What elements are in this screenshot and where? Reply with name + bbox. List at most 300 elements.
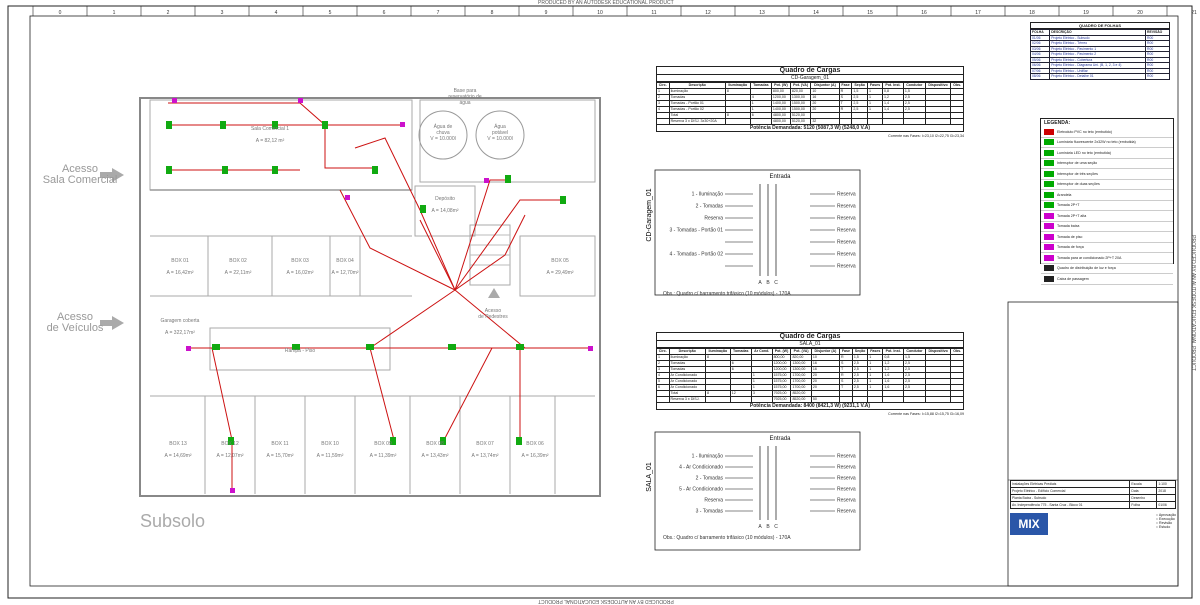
circuit-left-label: 1 - Iluminação <box>691 191 723 198</box>
table-cell: S <box>840 379 853 385</box>
table-cell: 5 <box>657 379 670 385</box>
room-label-8: BOX 13 <box>169 441 187 447</box>
table-cell: 3 <box>751 391 772 397</box>
load-table-2-subtitle: SALA_01 <box>656 341 964 348</box>
table-cell <box>750 119 771 125</box>
legend-item <box>1041 232 1173 243</box>
table-cell: 4800,00 <box>771 113 790 119</box>
room-area-14: A = 13,74m² <box>471 453 499 459</box>
table-row <box>657 119 964 125</box>
table-cell: 10 <box>811 355 839 361</box>
circuit-right-label: Reserva <box>837 239 856 246</box>
table-cell: 1575,00 <box>772 373 791 379</box>
table-cell: 2 <box>657 361 670 367</box>
header-cell: Pot. Inst. <box>883 83 904 89</box>
table-cell: 0,8 <box>883 89 904 95</box>
header-cell: Obs. <box>951 83 964 89</box>
room-label-12: BOX 09 <box>374 441 392 447</box>
table-cell: 05/06 <box>1031 57 1050 63</box>
room-label-13: BOX 08 <box>426 441 444 447</box>
title-block-option: ○ Estudo <box>1155 525 1171 529</box>
ruler-number-1: 1 <box>112 10 116 16</box>
table-cell <box>951 397 964 403</box>
legend-symbol-icon <box>1044 192 1054 198</box>
load-table-2-current: Corrente nas Fases: I=15,88 I2=15,75 I3=16,09 <box>888 412 964 416</box>
water-tank-base-label: Base para reservatório de água <box>448 88 482 106</box>
table-cell: 20 <box>811 101 839 107</box>
table-cell: 1 <box>867 107 882 113</box>
ruler-number-7: 7 <box>436 10 440 16</box>
table-cell: 20 <box>811 107 839 113</box>
table-cell: 1,6 <box>883 373 904 379</box>
level-title: Subsolo <box>140 511 206 531</box>
table-cell <box>725 119 750 125</box>
phase-label-A: A <box>758 524 762 530</box>
legend-item-label: Quadro de distribuição de luz e força <box>1057 266 1116 271</box>
table-cell: 1 <box>751 379 772 385</box>
header-cell: Pot. Inst. <box>883 349 904 355</box>
table-cell: 820,00 <box>790 89 810 95</box>
table-cell <box>868 397 883 403</box>
ruler-number-16: 16 <box>921 10 927 16</box>
ruler-number-20: 20 <box>1137 10 1143 16</box>
table-cell: 1,4 <box>883 101 904 107</box>
legend-item <box>1041 148 1173 159</box>
phase-label-C: C <box>774 524 778 530</box>
table-row <box>1031 74 1170 80</box>
table-cell: R00 <box>1146 46 1170 52</box>
phase-label-B: B <box>766 524 770 530</box>
table-cell: 1575,00 <box>772 379 791 385</box>
table-cell: 2,5 <box>852 385 867 391</box>
sheet-value: 01/06 <box>1157 502 1176 509</box>
watermark-top: PRODUCED BY AN AUTODESK EDUCATIONAL PRODUCT <box>538 0 674 6</box>
room-label-4: BOX 04 <box>336 258 354 264</box>
table-cell: Projeto Elétrico - Pavimento 1 <box>1050 46 1146 52</box>
circuit-left-label: Reserva <box>704 215 723 222</box>
ruler-number-9: 9 <box>544 10 548 16</box>
header-cell: Pot. (VA) <box>791 349 811 355</box>
table-cell: R00 <box>1146 35 1170 41</box>
table-cell: 20 <box>811 385 839 391</box>
table-cell: 0,8 <box>883 355 904 361</box>
table-cell: 1 <box>868 373 883 379</box>
circuit-right-label: Reserva <box>837 464 856 471</box>
table-cell: Iluminação <box>669 89 725 95</box>
room-area-5: A = 29,49m² <box>546 270 574 276</box>
table-cell: Projeto Elétrico - Cobertura <box>1050 57 1146 63</box>
ruler-number-15: 15 <box>867 10 873 16</box>
legend-symbol-icon <box>1044 234 1054 240</box>
table-cell: R <box>840 373 853 379</box>
legend-item <box>1041 211 1173 222</box>
legend-item-label: Tomada de força <box>1057 245 1084 250</box>
header-cell: Descrição <box>669 349 705 355</box>
circuit-right-label: Reserva <box>837 215 856 222</box>
load-table-1-title: Quadro de Cargas <box>656 66 964 75</box>
floor-plan <box>100 98 600 496</box>
project-name: Projeto Elétrico - Edifício Comercial <box>1011 488 1130 495</box>
legend-item-label: Luminária fluorescente 2x32W no teto (embutida) <box>1057 140 1136 145</box>
watermark-bottom: PRODUCED BY AN AUTODESK EDUCATIONAL PRODUCT <box>538 598 674 604</box>
table-cell: 1 <box>750 107 771 113</box>
table-cell: 04/06 <box>1031 52 1050 58</box>
diagram-side-label: CD-Garagem_01 <box>646 188 653 242</box>
load-table-1-subtitle: CD-Garagem_01 <box>656 75 964 82</box>
table-cell: T <box>839 101 852 107</box>
table-cell: 1300,00 <box>790 95 810 101</box>
table-cell <box>925 119 951 125</box>
table-cell: 06/06 <box>1031 63 1050 69</box>
room-area-1: A = 16,42m² <box>166 270 194 276</box>
table-cell: 1200,00 <box>772 367 791 373</box>
room-label-0: Sala Comercial 1 <box>250 126 290 132</box>
diagram-entrada-label: Entrada <box>769 174 791 180</box>
table-cell: T <box>840 385 853 391</box>
ruler-number-4: 4 <box>274 10 278 16</box>
legend-symbol-icon <box>1044 223 1054 229</box>
table-cell <box>840 397 853 403</box>
header-cell: Disjuntor (A) <box>811 349 839 355</box>
table-cell: Ar Condicionado <box>669 373 705 379</box>
table-cell: 1,6 <box>883 379 904 385</box>
legend-item <box>1041 190 1173 201</box>
legend-symbol-icon <box>1044 181 1054 187</box>
table-cell: Tomadas - Portão 02 <box>669 107 725 113</box>
table-cell: 01/06 <box>1031 35 1050 41</box>
ruler-number-2: 2 <box>166 10 170 16</box>
circuit-right-label: Reserva <box>837 497 856 504</box>
room-label-5: BOX 05 <box>551 258 569 264</box>
inner-frame <box>30 16 1178 586</box>
header-cell: Pot. (W) <box>771 83 790 89</box>
load-table-2 <box>656 332 964 416</box>
table-row <box>1031 63 1170 69</box>
ruler-number-14: 14 <box>813 10 819 16</box>
circuit-right-label: Reserva <box>837 486 856 493</box>
ruler-number-8: 8 <box>490 10 494 16</box>
ruler-number-12: 12 <box>705 10 711 16</box>
sheet-title: Planta Baixa - Subsolo <box>1011 495 1130 502</box>
header-cell: Circ. <box>657 349 670 355</box>
load-table-1 <box>656 66 964 138</box>
ruler-number-11: 11 <box>651 10 657 16</box>
legend-item-label: Interruptor de três seções <box>1057 171 1098 176</box>
title-block-option: ○ Aprovação <box>1155 513 1176 517</box>
room-label-6: Garagem coberta <box>160 318 200 324</box>
table-cell <box>657 397 670 403</box>
table-cell: 1400,00 <box>771 101 790 107</box>
table-cell: 820,00 <box>791 355 811 361</box>
table-cell: 3 <box>657 367 670 373</box>
ramp-label: Rampa - Piso <box>284 348 316 354</box>
room-area-15: A = 16,39m² <box>521 453 549 459</box>
access-vehicles-label: Acesso de Veículos <box>46 311 104 334</box>
ruler-number-13: 13 <box>759 10 765 16</box>
table-cell: 5120,00 <box>790 119 810 125</box>
legend-symbol-icon <box>1044 129 1054 135</box>
room-area-8: A = 14,69m² <box>164 453 192 459</box>
date-label: Data <box>1130 488 1157 495</box>
circuit-left-label: 5 - Ar Condicionado <box>679 486 723 493</box>
table-cell: 1 <box>657 355 670 361</box>
header-cell: Ar Cond. <box>751 349 772 355</box>
table-cell: R00 <box>1146 74 1170 80</box>
circuit-right-label: Reserva <box>837 263 856 270</box>
header-cell: Dispositivo <box>925 83 951 89</box>
circuit-left-label: 2 - Tomadas <box>695 475 723 482</box>
legend-symbol-icon <box>1044 139 1054 145</box>
table-cell: R00 <box>1146 57 1170 63</box>
company-logo: MIX <box>1010 513 1048 535</box>
table-cell: 8 <box>725 113 750 119</box>
table-cell: 20 <box>811 379 839 385</box>
watermark-right: PRODUCED BY AN AUTODESK EDUCATIONAL PRODUCT <box>1189 235 1196 371</box>
table-cell: 1 <box>751 373 772 379</box>
diagram-note: Obs.: Quadro c/ barramento trifásico (10 módulos) - 170A <box>663 291 791 297</box>
room-label-7: Depósito <box>435 196 455 202</box>
table-cell <box>852 119 868 125</box>
circuit-left-label: 4 - Tomadas - Portão 02 <box>669 251 723 258</box>
table-cell: 2,5 <box>904 379 926 385</box>
table-cell: S <box>839 95 852 101</box>
header-cell: Fases <box>868 349 883 355</box>
header-cell: Fase <box>839 83 852 89</box>
room-area-13: A = 13,43m² <box>421 453 449 459</box>
header-cell: REVISÃO <box>1146 30 1170 36</box>
legend-item <box>1041 159 1173 170</box>
legend-item-label: Tomada 2P+T alta <box>1057 213 1087 218</box>
access-commercial-label: Acesso Sala Comercial <box>42 163 118 186</box>
table-cell: 16 <box>811 367 839 373</box>
table-cell: T <box>840 367 853 373</box>
circuit-left-label: 3 - Tomadas - Portão 01 <box>669 227 723 234</box>
table-cell: 1 <box>868 379 883 385</box>
table-cell: 10 <box>811 89 839 95</box>
table-cell: 4 <box>750 95 771 101</box>
legend-item <box>1041 253 1173 264</box>
diagram-note: Obs.: Quadro c/ barramento trifásico (10 módulos) - 170A <box>663 535 791 541</box>
table-cell: 1 <box>868 355 883 361</box>
table-cell: 7925,00 <box>772 391 791 397</box>
table-cell: 1300,00 <box>791 367 811 373</box>
ruler-number-21: 21 <box>1191 10 1197 16</box>
header-cell: Tomadas <box>750 83 771 89</box>
table-cell: 1,5 <box>852 89 868 95</box>
load-table-1-current: Corrente nas Fases: I=23,10 I2=22,75 I3=23,34 <box>888 134 964 138</box>
legend-title: LEGENDA: <box>1044 120 1071 126</box>
table-cell: 8520,00 <box>791 397 811 403</box>
table-cell: 32 <box>811 119 839 125</box>
table-cell: 1 <box>868 385 883 391</box>
sheet-index-grid <box>1030 29 1170 80</box>
table-cell: 1,2 <box>883 361 904 367</box>
table-cell: 1700,00 <box>791 385 811 391</box>
table-cell: 1,5 <box>903 89 925 95</box>
table-cell: 2,5 <box>852 373 867 379</box>
table-cell <box>705 397 730 403</box>
table-cell <box>904 397 926 403</box>
phase-label-B: B <box>766 280 770 286</box>
table-cell: Reserva 3 x DISJ. 3x30+20A <box>669 119 725 125</box>
table-cell: Reserva 3 x DISJ. <box>669 397 705 403</box>
legend-symbol-icon <box>1044 244 1054 250</box>
legend-item <box>1041 274 1173 285</box>
table-cell: 1,2 <box>883 367 904 373</box>
table-cell: 2,5 <box>852 379 867 385</box>
author-label: Desenho <box>1130 495 1157 502</box>
table-cell: Tomadas <box>669 367 705 373</box>
room-area-7: A = 14,08m² <box>431 208 459 214</box>
table-row <box>657 397 964 403</box>
address: Av. Independência 775 - Santa Cruz - Bloco 01 <box>1011 502 1130 509</box>
table-cell: 08/06 <box>1031 74 1050 80</box>
circuit-left-label: 4 - Ar Condicionado <box>679 464 723 471</box>
table-cell: 8 <box>725 89 750 95</box>
table-cell: 2,5 <box>903 95 925 101</box>
header-cell: Seção <box>852 349 867 355</box>
table-cell: R00 <box>1146 63 1170 69</box>
table-cell <box>867 119 882 125</box>
table-cell: Tomadas <box>669 95 725 101</box>
title-block <box>1010 480 1176 584</box>
ruler-number-6: 6 <box>382 10 386 16</box>
table-cell: 2,5 <box>903 101 925 107</box>
legend-item-label: Interruptor de uma seção <box>1057 161 1098 166</box>
header-cell: Fases <box>867 83 882 89</box>
table-cell: 2,5 <box>904 385 926 391</box>
table-cell: 8520,00 <box>791 391 811 397</box>
header-cell: Fase <box>840 349 853 355</box>
circuit-left-label: Reserva <box>704 497 723 504</box>
table-cell: 2,5 <box>904 361 926 367</box>
table-cell: 20 <box>811 373 839 379</box>
header-cell: Pot. (VA) <box>790 83 810 89</box>
table-cell: 16 <box>811 95 839 101</box>
table-cell: 1 <box>867 95 882 101</box>
sheet-label: Folha <box>1130 502 1157 509</box>
ruler-number-3: 3 <box>220 10 224 16</box>
legend <box>1040 118 1174 281</box>
legend-item <box>1041 201 1173 212</box>
header-cell: Pot. (W) <box>772 349 791 355</box>
table-cell: 1500,00 <box>790 107 810 113</box>
legend-item-label: Tomada de piso <box>1057 234 1083 239</box>
table-cell: Tomadas <box>669 361 705 367</box>
circuit-right-label: Reserva <box>837 251 856 258</box>
table-cell: 2,5 <box>852 101 868 107</box>
table-cell <box>657 119 670 125</box>
legend-item-label: Tomada baixa <box>1057 224 1080 229</box>
title-block-option: ○ Execução <box>1155 517 1175 521</box>
table-cell <box>751 397 772 403</box>
table-cell: 2,5 <box>903 107 925 113</box>
room-area-6: A = 322,17m² <box>165 330 195 336</box>
table-cell: Ar Condicionado <box>669 385 705 391</box>
table-cell: 2,5 <box>852 367 867 373</box>
diagram-entrada-label: Entrada <box>769 436 791 442</box>
table-cell: 2,5 <box>904 373 926 379</box>
table-cell: 4 <box>657 107 670 113</box>
sheet-index-table <box>1030 22 1170 80</box>
table-cell <box>883 397 904 403</box>
table-cell: 8 <box>705 355 730 361</box>
table-cell <box>925 397 950 403</box>
legend-item-label: Eletroduto PVC no teto (embutido) <box>1057 129 1112 134</box>
circuit-right-label: Reserva <box>837 203 856 210</box>
load-table-2-grid <box>656 348 964 403</box>
table-cell: R <box>839 89 852 95</box>
room-label-10: BOX 11 <box>271 441 289 447</box>
circuit-left-label: 3 - Tomadas <box>695 508 723 515</box>
ruler-number-10: 10 <box>597 10 603 16</box>
table-cell: R <box>839 107 852 113</box>
table-cell: 1,4 <box>883 107 904 113</box>
table-cell: R <box>840 355 853 361</box>
table-cell: 800,00 <box>771 89 790 95</box>
legend-item <box>1041 264 1173 275</box>
sheet-index-title: QUADRO DE FOLHAS <box>1030 22 1170 29</box>
table-cell: 1400,00 <box>771 107 790 113</box>
table-cell <box>951 119 964 125</box>
legend-item-label: Caixa de passagem <box>1057 276 1089 281</box>
load-table-1-grid <box>656 82 964 125</box>
table-cell: Tomadas - Portão 01 <box>669 101 725 107</box>
phase-label-C: C <box>774 280 778 286</box>
table-cell <box>839 119 852 125</box>
table-cell: 1 <box>657 89 670 95</box>
table-cell: Projeto Elétrico - Pavimento 2 <box>1050 52 1146 58</box>
table-cell: Projeto Elétrico - Unifilar <box>1050 68 1146 74</box>
table-cell: 7925,00 <box>772 397 791 403</box>
legend-symbol-icon <box>1044 276 1054 282</box>
table-cell: 6 <box>657 385 670 391</box>
room-label-15: BOX 06 <box>526 441 544 447</box>
header-cell: FOLHA <box>1031 30 1050 36</box>
date-value: 2018 <box>1157 488 1176 495</box>
circuit-right-label: Reserva <box>837 191 856 198</box>
legend-symbol-icon <box>1044 213 1054 219</box>
tank-right-label: Água potável V = 10.000l <box>487 124 513 142</box>
table-cell: S <box>840 361 853 367</box>
table-cell: Iluminação <box>669 355 705 361</box>
table-cell: Projeto Elétrico - Térreo <box>1050 41 1146 47</box>
room-area-3: A = 16,02m² <box>286 270 314 276</box>
table-cell: R00 <box>1146 68 1170 74</box>
table-cell <box>852 397 867 403</box>
header-cell: Disjuntor (A) <box>811 83 839 89</box>
scale-value: 1:100 <box>1157 481 1176 488</box>
table-cell: 8 <box>705 391 730 397</box>
header-cell: Iluminação <box>725 83 750 89</box>
load-table-2-title: Quadro de Cargas <box>656 332 964 341</box>
legend-symbol-icon <box>1044 160 1054 166</box>
legend-item <box>1041 243 1173 254</box>
room-label-14: BOX 07 <box>476 441 494 447</box>
title-block-option: ○ Revisão <box>1155 521 1172 525</box>
diagram-side-label: SALA_01 <box>646 462 653 492</box>
table-cell: Projeto Elétrico - Detalhe 01 <box>1050 74 1146 80</box>
table-cell: R00 <box>1146 41 1170 47</box>
table-cell <box>730 397 751 403</box>
table-cell: R00 <box>1146 52 1170 58</box>
table-cell: Projeto Elétrico - Subsolo <box>1050 35 1146 41</box>
header-cell: Tomadas <box>730 349 751 355</box>
table-cell: 2,5 <box>852 361 867 367</box>
table-cell: 1 <box>751 385 772 391</box>
header-cell: Condutor <box>904 349 926 355</box>
legend-item-label: Tomada para ar condicionado 2P+T 20A <box>1057 255 1122 260</box>
